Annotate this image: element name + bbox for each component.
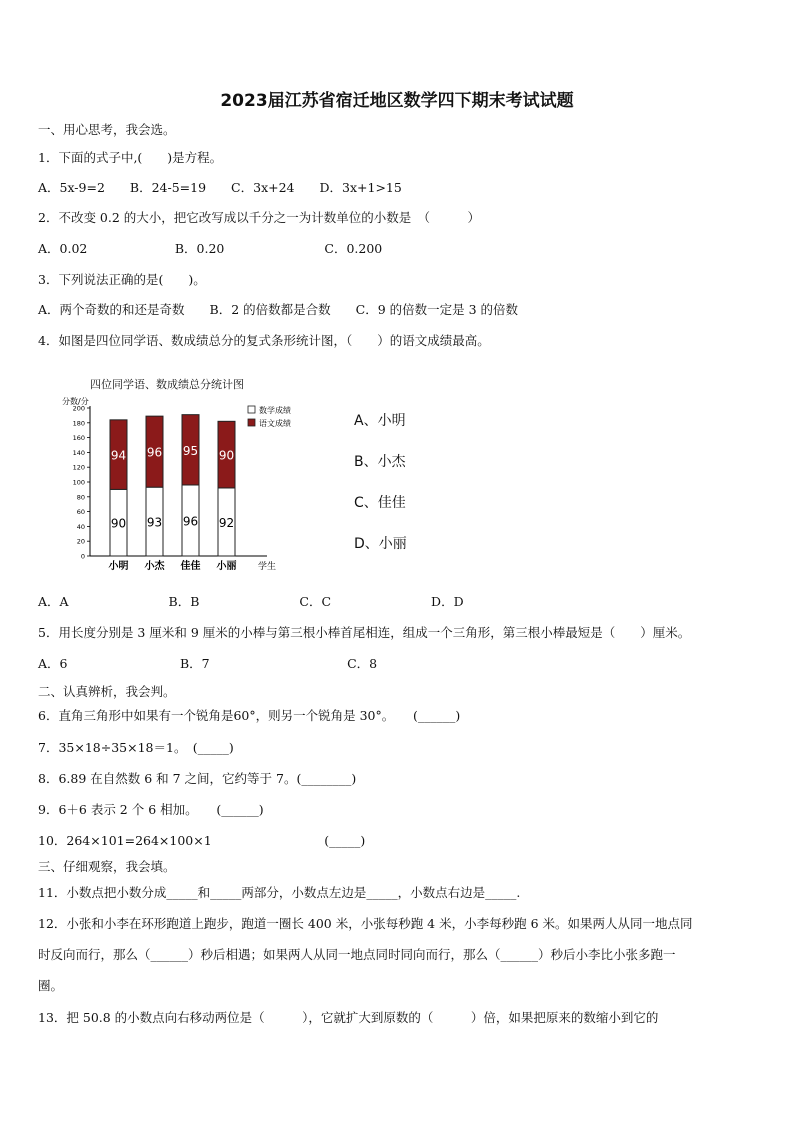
- x-tick-label: 小杰: [144, 561, 165, 572]
- page-title: 2023届江苏省宿迁地区数学四下期末考试试题: [220, 91, 574, 111]
- question-line: 10．264×101=264×100×1 (_____): [38, 833, 366, 848]
- bar-label-math: 96: [182, 514, 199, 529]
- question-line: 时反向而行，那么（______）秒后相遇；如果两人从同一地点同时同向而行，那么（______）秒后小李比小张多跑一: [38, 947, 676, 962]
- y-tick-label: 180: [72, 419, 85, 428]
- y-tick-label: 140: [72, 448, 85, 457]
- question-line: 3．下列说法正确的是( )。: [38, 272, 206, 287]
- y-tick-label: 60: [76, 508, 85, 517]
- chart-option: A、小明: [354, 413, 406, 429]
- y-tick-label: 120: [72, 463, 85, 472]
- x-tick-label: 小丽: [216, 561, 237, 572]
- question-line: 三、仔细观察，我会填。: [38, 859, 176, 874]
- chart-option: C、佳佳: [354, 495, 406, 511]
- bar-label-math: 93: [146, 515, 163, 530]
- y-tick-label: 100: [72, 478, 85, 487]
- bar-label-chinese: 96: [146, 445, 163, 460]
- y-tick-label: 40: [76, 522, 85, 531]
- question-line: 1．下面的式子中,( )是方程。: [38, 150, 223, 165]
- question-line: 4．如图是四位同学语、数成绩总分的复式条形统计图，（ ）的语文成绩最高。: [38, 333, 490, 348]
- question-line: 8．6.89 在自然数 6 和 7 之间，它约等于 7。(________): [38, 771, 357, 786]
- question-line: A．0.02 B．0.20 C．0.200: [38, 241, 383, 256]
- question-line: 二、认真辨析，我会判。: [38, 684, 176, 699]
- question-line: 9．6＋6 表示 2 个 6 相加。 (______): [38, 802, 264, 817]
- legend-label: 语文成绩: [259, 419, 291, 428]
- bar-label-math: 90: [110, 516, 127, 531]
- question-line: 6．直角三角形中如果有一个锐角是60°，则另一个锐角是 30°。 (______): [38, 708, 461, 723]
- question-line: A．两个奇数的和还是奇数 B．2 的倍数都是合数 C．9 的倍数一定是 3 的倍数: [38, 302, 519, 317]
- bar-label-chinese: 94: [110, 448, 127, 463]
- question-line: 5．用长度分别是 3 厘米和 9 厘米的小棒与第三根小棒首尾相连，组成一个三角形，第三根小棒最短是（ ）厘米。: [38, 625, 691, 640]
- question-line: A．5x-9=2 B．24-5=19 C．3x+24 D．3x+1>15: [38, 180, 402, 195]
- question-line: 7．35×18÷35×18＝1。 (_____): [38, 740, 234, 755]
- x-tick-label: 小明: [108, 561, 129, 572]
- bar-label-chinese: 90: [218, 448, 235, 463]
- chart-option: B、小杰: [354, 454, 406, 470]
- question-line: 11．小数点把小数分成_____和_____两部分，小数点左边是_____，小数点右边是_____.: [38, 885, 521, 900]
- y-axis-label: 分数/分: [62, 397, 89, 406]
- y-tick-label: 80: [76, 493, 85, 502]
- x-tick-label: 佳佳: [180, 561, 201, 572]
- legend-swatch: [248, 419, 255, 426]
- y-tick-label: 0: [80, 552, 85, 561]
- chart-option: D、小丽: [354, 536, 407, 552]
- chart-svg: [62, 376, 322, 576]
- y-tick-label: 200: [72, 404, 85, 413]
- bar-chart: [62, 376, 322, 576]
- question-line: 一、用心思考，我会选。: [38, 122, 176, 137]
- y-tick-label: 20: [76, 537, 85, 546]
- question-line: A．A B．B C．C D．D: [38, 594, 464, 609]
- question-line: A．6 B．7 C．8: [38, 656, 378, 671]
- legend-label: 数学成绩: [259, 406, 291, 415]
- question-line: 13．把 50.8 的小数点向右移动两位是（ ），它就扩大到原数的（ ）倍，如果把原来的数缩小到它的: [38, 1010, 659, 1025]
- y-tick-label: 160: [72, 434, 85, 443]
- question-line: 圈。: [38, 978, 64, 993]
- question-line: 2．不改变 0.2 的大小，把它改写成以千分之一为计数单位的小数是 （ ）: [38, 210, 481, 225]
- bar-label-math: 92: [218, 515, 235, 530]
- x-axis-label: 学生: [258, 562, 277, 572]
- bar-label-chinese: 95: [182, 443, 199, 458]
- legend-swatch: [248, 406, 255, 413]
- chart-title: 四位同学语、数成绩总分统计图: [90, 378, 244, 391]
- question-line: 12．小张和小李在环形跑道上跑步，跑道一圈长 400 米，小张每秒跑 4 米，小李每秒跑 6 米。如果两人从同一地点同: [38, 916, 693, 931]
